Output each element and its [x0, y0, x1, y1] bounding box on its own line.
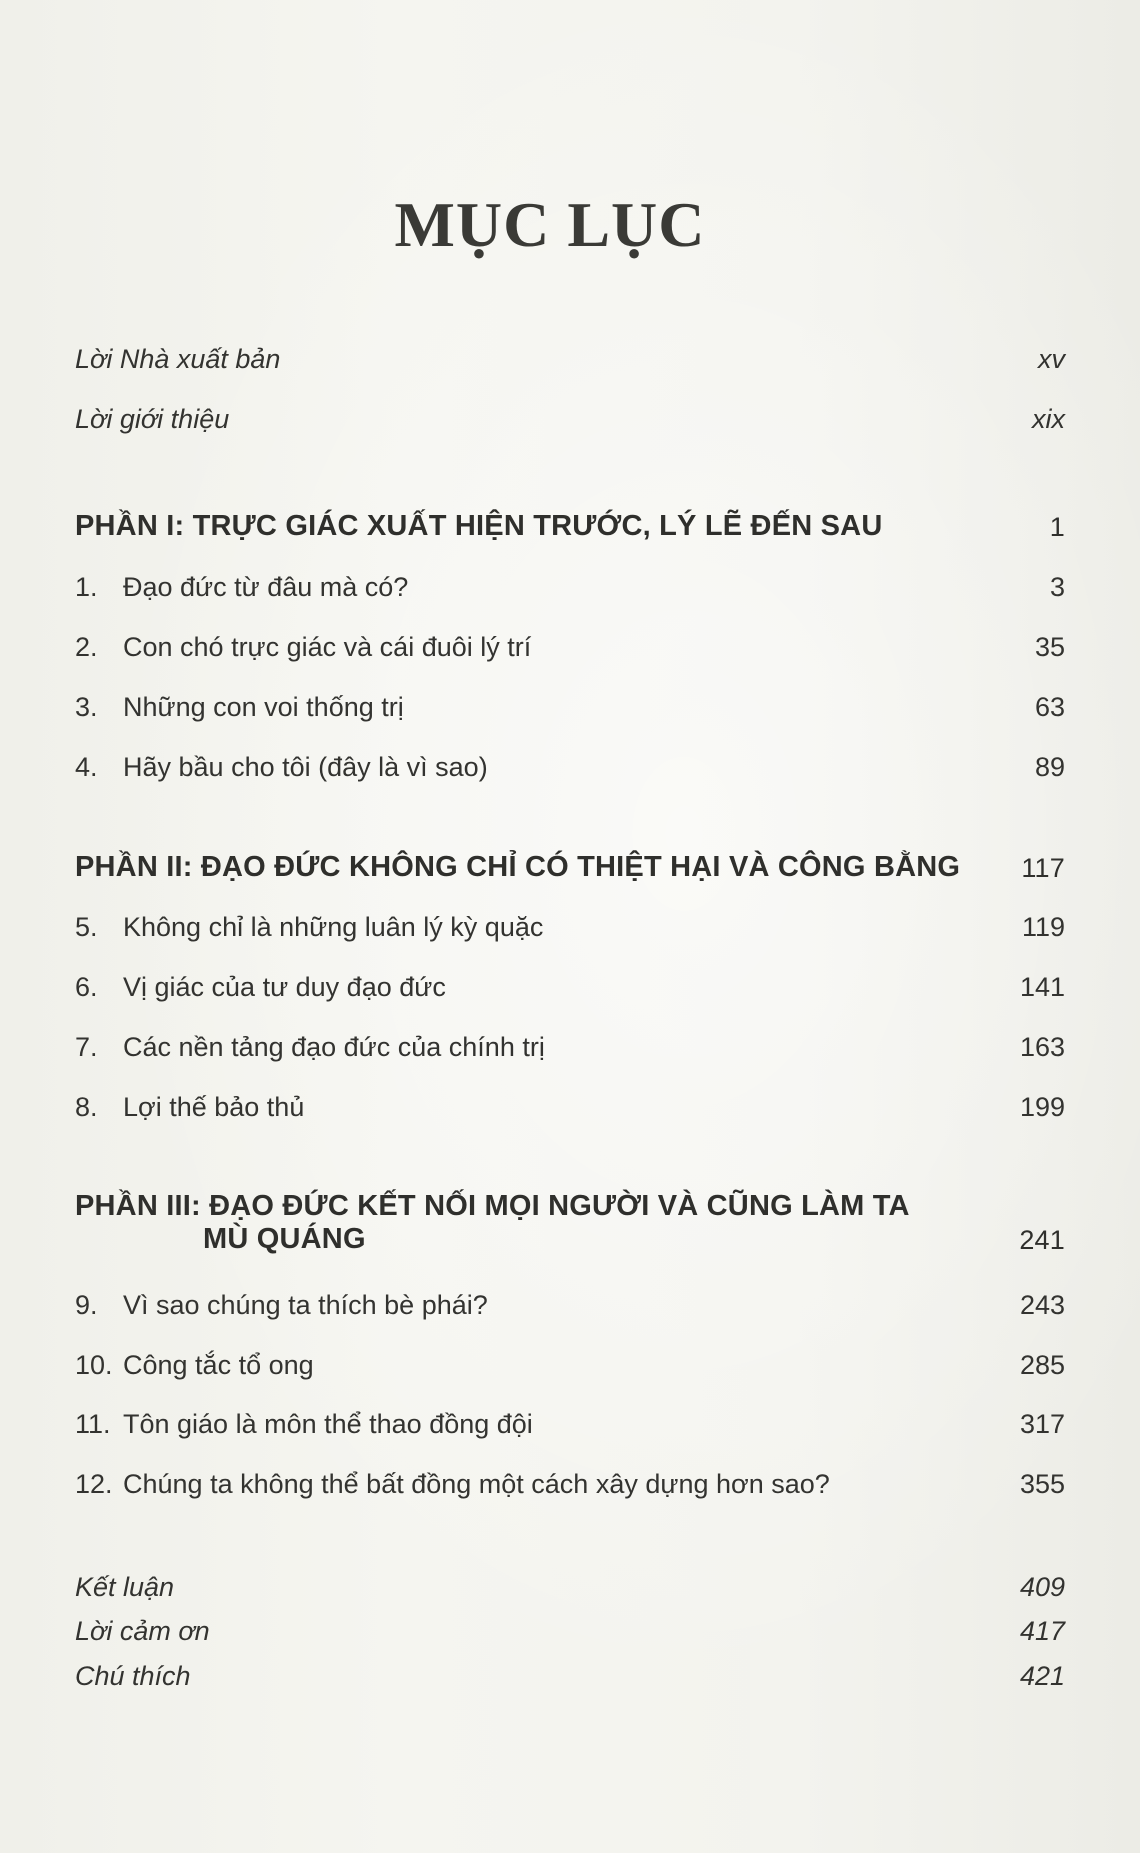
chapter-title: Chúng ta không thể bất đồng một cách xây dựng hơn sao? [123, 1469, 830, 1499]
chapter-title: Hãy bầu cho tôi (đây là vì sao) [123, 752, 488, 782]
chapter-page: 163 [1019, 1032, 1065, 1062]
part-title: PHẦN I: TRỰC GIÁC XUẤT HIỆN TRƯỚC, LÝ LẼ ĐẾN SAU [75, 510, 883, 542]
part-title-line: PHẦN III: ĐẠO ĐỨC KẾT NỐI MỌI NGƯỜI VÀ CŨNG LÀM TA [75, 1190, 910, 1222]
chapter-number: 10. [75, 1350, 113, 1380]
chapter-entry [75, 1290, 1065, 1321]
chapter-title: Những con voi thống trị [123, 692, 404, 722]
chapter-number: 12. [75, 1469, 113, 1499]
chapter-entry [75, 572, 1065, 603]
chapter-number: 1. [75, 572, 98, 602]
entry-label: Lời cảm ơn [75, 1616, 210, 1646]
chapter-page: 199 [1019, 1092, 1065, 1122]
entry-page: 417 [1019, 1616, 1065, 1646]
part-page: 1 [1049, 512, 1065, 542]
chapter-entry [75, 1092, 1065, 1123]
chapter-entry [75, 1032, 1065, 1063]
chapter-title: Công tắc tổ ong [123, 1350, 314, 1380]
toc-entry-back [75, 1616, 1065, 1647]
chapter-entry [75, 972, 1065, 1003]
chapter-entry [75, 632, 1065, 663]
entry-label: Lời Nhà xuất bản [75, 344, 281, 374]
chapter-entry [75, 1409, 1065, 1440]
chapter-title: Lợi thế bảo thủ [123, 1092, 305, 1122]
chapter-entry [75, 912, 1065, 943]
chapter-title: Vị giác của tư duy đạo đức [123, 972, 446, 1002]
chapter-entry [75, 752, 1065, 783]
chapter-page: 243 [1019, 1290, 1065, 1320]
chapter-title: Tôn giáo là môn thể thao đồng đội [123, 1409, 533, 1439]
page-title: MỤC LỤC [394, 189, 706, 260]
entry-page: xix [1032, 404, 1065, 434]
part-page: 241 [1019, 1225, 1065, 1255]
entry-label: Lời giới thiệu [75, 404, 230, 434]
chapter-entry [75, 1469, 1065, 1500]
toc-entry-back [75, 1572, 1065, 1603]
chapter-number: 6. [75, 972, 98, 1002]
chapter-title: Con chó trực giác và cái đuôi lý trí [123, 632, 532, 662]
chapter-number: 11. [75, 1409, 111, 1439]
chapter-number: 4. [75, 752, 98, 782]
chapter-title: Đạo đức từ đâu mà có? [123, 572, 409, 602]
chapter-page: 285 [1019, 1350, 1065, 1380]
part-title-line: MÙ QUÁNG [203, 1223, 366, 1255]
chapter-number: 3. [75, 692, 98, 722]
chapter-number: 2. [75, 632, 98, 662]
chapter-page: 355 [1019, 1469, 1065, 1499]
chapter-number: 8. [75, 1092, 98, 1122]
part-title [75, 1190, 910, 1256]
entry-page: 409 [1019, 1572, 1065, 1602]
entry-label: Kết luận [75, 1572, 175, 1602]
chapter-entry [75, 692, 1065, 723]
entry-page: 421 [1019, 1661, 1065, 1691]
chapter-number: 7. [75, 1032, 98, 1062]
chapter-page: 119 [1021, 912, 1065, 942]
part-heading [75, 510, 1065, 543]
chapter-page: 89 [1034, 752, 1065, 782]
part-heading [75, 851, 1065, 884]
chapter-page: 141 [1019, 972, 1065, 1002]
chapter-page: 63 [1034, 692, 1065, 722]
entry-label: Chú thích [75, 1661, 191, 1691]
chapter-page: 317 [1019, 1409, 1065, 1439]
toc-entry-back [75, 1661, 1065, 1692]
chapter-entry [75, 1350, 1065, 1381]
chapter-title: Không chỉ là những luân lý kỳ quặc [123, 912, 544, 942]
toc-entry-front [75, 404, 1065, 435]
chapter-number: 9. [75, 1290, 98, 1320]
chapter-page: 35 [1034, 632, 1065, 662]
part-page: 117 [1021, 853, 1065, 883]
toc-entry-front [75, 344, 1065, 375]
chapter-title: Các nền tảng đạo đức của chính trị [123, 1032, 545, 1062]
part-heading [75, 1190, 1065, 1256]
chapter-page: 3 [1049, 572, 1065, 602]
entry-page: xv [1038, 344, 1065, 374]
part-title: PHẦN II: ĐẠO ĐỨC KHÔNG CHỈ CÓ THIỆT HẠI VÀ CÔNG BẰNG [75, 851, 961, 883]
chapter-number: 5. [75, 912, 98, 942]
chapter-title: Vì sao chúng ta thích bè phái? [123, 1290, 488, 1320]
